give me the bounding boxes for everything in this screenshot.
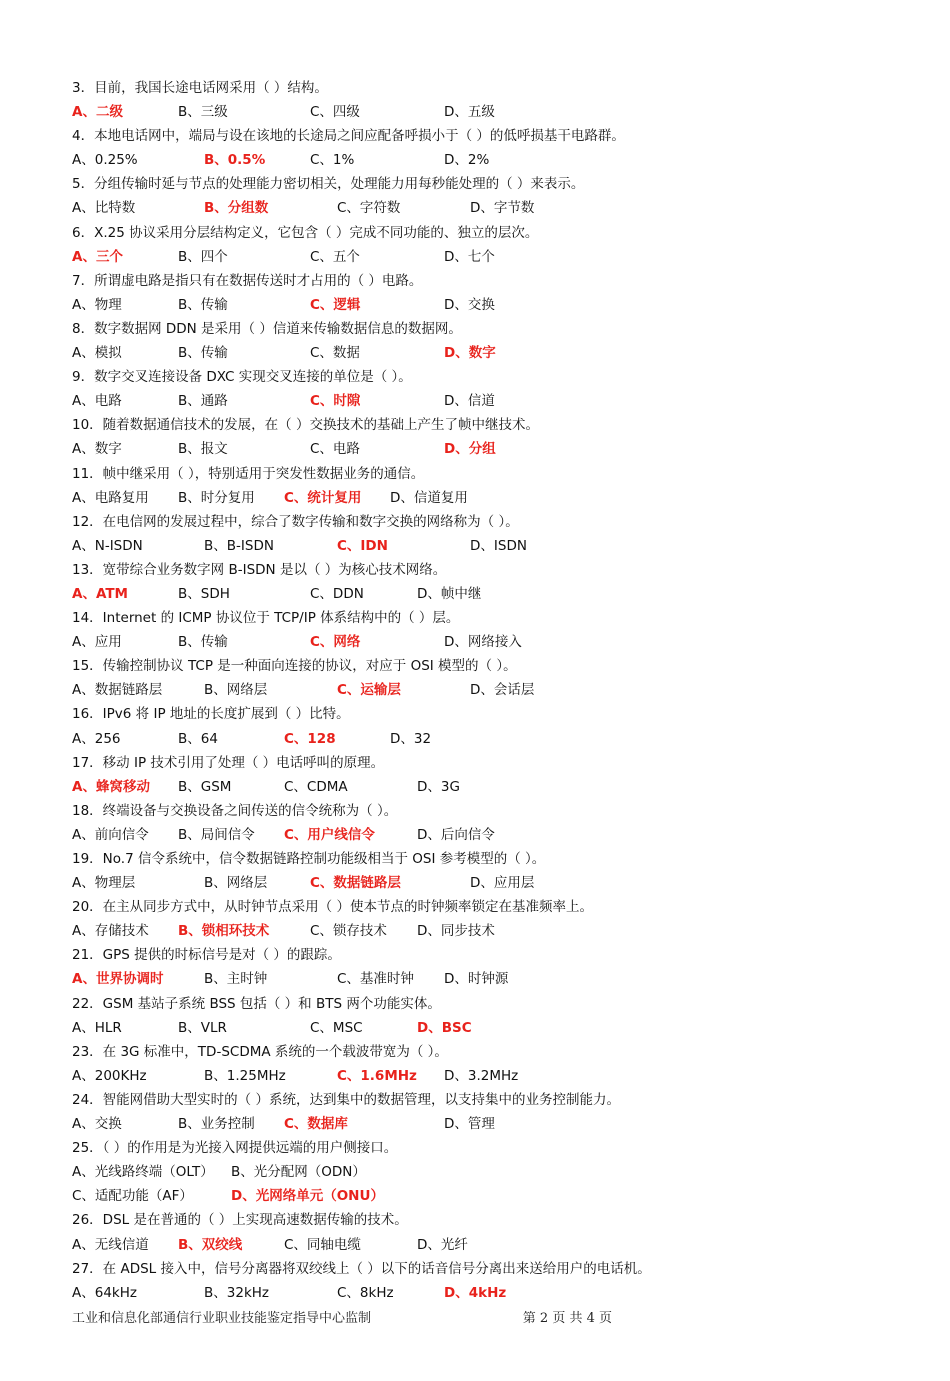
- question-text: 6．X.25 协议采用分层结构定义，它包含（ ）完成不同功能的、独立的层次。: [72, 224, 539, 241]
- answer-option: C、四级: [310, 104, 360, 121]
- answer-options: [72, 341, 892, 365]
- answer-option: C、1%: [310, 152, 355, 169]
- answer-options: [72, 919, 892, 943]
- answer-option: A、比特数: [72, 200, 136, 217]
- question-text: 21．GPS 提供的时标信号是对（ ）的跟踪。: [72, 947, 341, 964]
- answer-options: [72, 727, 892, 751]
- answer-option: B、报文: [178, 441, 228, 458]
- answer-option: A、N-ISDN: [72, 537, 143, 554]
- page-footer: [72, 1309, 612, 1329]
- answer-option: B、时分复用: [178, 489, 255, 506]
- correct-answer-option: C、统计复用: [284, 489, 362, 506]
- correct-answer-option: A、二级: [72, 104, 123, 121]
- correct-answer-option: D、4kHz: [444, 1284, 507, 1301]
- correct-answer-option: A、世界协调时: [72, 971, 164, 988]
- answer-option: C、CDMA: [284, 778, 348, 795]
- answer-options: [72, 1233, 892, 1257]
- answer-option: B、VLR: [178, 1019, 227, 1036]
- answer-option: A、物理: [72, 296, 122, 313]
- answer-option: B、光分配网（ODN）: [231, 1164, 366, 1181]
- answer-option: B、四个: [178, 248, 228, 265]
- correct-answer-option: C、逻辑: [310, 296, 361, 313]
- answer-option: D、ISDN: [470, 537, 527, 554]
- question-text: 15．传输控制协议 TCP 是一种面向连接的协议，对应于 OSI 模型的（ ）。: [72, 658, 517, 675]
- question-text: 18．终端设备与交换设备之间传送的信令统称为（ ）。: [72, 802, 398, 819]
- answer-option: A、0.25%: [72, 152, 138, 169]
- answer-option: C、适配功能（AF）: [72, 1188, 193, 1205]
- question-text: 10．随着数据通信技术的发展，在（ ）交换技术的基础上产生了帧中继技术。: [72, 417, 539, 434]
- correct-answer-option: D、分组: [444, 441, 496, 458]
- question-text: 22．GSM 基站子系统 BSS 包括（ ）和 BTS 两个功能实体。: [72, 995, 441, 1012]
- question-text: 9．数字交叉连接设备 DXC 实现交叉连接的单位是（ ）。: [72, 369, 412, 386]
- answer-option: A、交换: [72, 1116, 122, 1133]
- answer-option: B、主时钟: [204, 971, 268, 988]
- answer-options: [72, 245, 892, 269]
- question-text: 7．所谓虚电路是指只有在数据传送时才占用的（ ）电路。: [72, 272, 423, 289]
- correct-answer-option: C、数据链路层: [310, 875, 401, 892]
- question-text: 16．IPv6 将 IP 地址的长度扩展到（ ）比特。: [72, 706, 350, 723]
- answer-option: D、网络接入: [444, 634, 522, 651]
- question-text: 4．本地电话网中，端局与设在该地的长途局之间应配备呼损小于（ ）的低呼损基干电路群。: [72, 128, 625, 145]
- answer-option: D、信道: [444, 393, 495, 410]
- answer-options: [72, 293, 892, 317]
- correct-answer-option: B、0.5%: [204, 152, 266, 169]
- answer-option: A、256: [72, 730, 121, 747]
- answer-option: B、通路: [178, 393, 228, 410]
- question-text: 24．智能网借助大型实时的（ ）系统，达到集中的数据管理，以支持集中的业务控制能力。: [72, 1091, 620, 1108]
- correct-answer-option: C、128: [284, 730, 336, 747]
- answer-option: D、管理: [444, 1116, 495, 1133]
- answer-option: A、HLR: [72, 1019, 122, 1036]
- correct-answer-option: B、分组数: [204, 200, 269, 217]
- answer-option: B、局间信令: [178, 826, 255, 843]
- correct-answer-option: C、用户线信令: [284, 826, 375, 843]
- question-text: 12．在电信网的发展过程中，综合了数字传输和数字交换的网络称为（ ）。: [72, 513, 519, 530]
- question-text: 14．Internet 的 ICMP 协议位于 TCP/IP 体系结构中的（ ）层。: [72, 610, 460, 627]
- answer-options: [72, 678, 892, 702]
- answer-options: [72, 775, 892, 799]
- question-text: 25．（ ）的作用是为光接入网提供远端的用户侧接口。: [72, 1140, 398, 1157]
- correct-answer-option: D、BSC: [417, 1019, 472, 1036]
- answer-option: D、后向信令: [417, 826, 495, 843]
- correct-answer-option: A、蜂窝移动: [72, 778, 150, 795]
- answer-option: A、无线信道: [72, 1236, 149, 1253]
- answer-option: B、传输: [178, 296, 228, 313]
- answer-option: C、数据: [310, 345, 360, 362]
- answer-option: D、32: [390, 730, 432, 747]
- answer-option: C、锁存技术: [310, 923, 387, 940]
- answer-options: [72, 823, 892, 847]
- question-text: 5．分组传输时延与节点的处理能力密切相关，处理能力用每秒能处理的（ ）来表示。: [72, 176, 585, 193]
- answer-option: B、64: [178, 730, 218, 747]
- answer-option: D、帧中继: [417, 585, 482, 602]
- answer-option: A、前向信令: [72, 826, 149, 843]
- answer-options: [72, 100, 892, 124]
- answer-option: D、3.2MHz: [444, 1067, 519, 1084]
- answer-option: C、DDN: [310, 585, 364, 602]
- correct-answer-option: C、时隙: [310, 393, 361, 410]
- answer-option: C、基准时钟: [337, 971, 414, 988]
- answer-options: [72, 437, 892, 461]
- answer-option: D、2%: [444, 152, 490, 169]
- correct-answer-option: A、三个: [72, 248, 123, 265]
- correct-answer-option: D、数字: [444, 345, 496, 362]
- answer-option: A、64kHz: [72, 1284, 137, 1301]
- answer-options: [72, 196, 892, 220]
- answer-option: B、1.25MHz: [204, 1067, 286, 1084]
- question-text: 26．DSL 是在普通的（ ）上实现高速数据传输的技术。: [72, 1212, 408, 1229]
- answer-option: B、SDH: [178, 585, 230, 602]
- answer-option: B、网络层: [204, 875, 268, 892]
- question-text: 13．宽带综合业务数字网 B-ISDN 是以（ ）为核心技术网络。: [72, 561, 447, 578]
- answer-options: [72, 967, 892, 991]
- correct-answer-option: D、光网络单元（ONU）: [231, 1188, 384, 1205]
- answer-option: B、GSM: [178, 778, 232, 795]
- question-text: 20．在主从同步方式中，从时钟节点采用（ ）使本节点的时钟频率锁定在基准频率上。: [72, 899, 593, 916]
- correct-answer-option: C、运输层: [337, 682, 401, 699]
- question-text: 27．在 ADSL 接入中，信号分离器将双绞线上（ ）以下的话音信号分离出来送给用户的电话机。: [72, 1260, 651, 1277]
- answer-option: C、字符数: [337, 200, 401, 217]
- answer-option: B、B-ISDN: [204, 537, 274, 554]
- question-text: 17．移动 IP 技术引用了处理（ ）电话呼叫的原理。: [72, 754, 385, 771]
- answer-options: [72, 1160, 892, 1184]
- answer-option: B、三级: [178, 104, 228, 121]
- answer-option: A、存储技术: [72, 923, 149, 940]
- answer-option: C、MSC: [310, 1019, 363, 1036]
- answer-option: A、200KHz: [72, 1067, 147, 1084]
- answer-option: A、光线路终端（OLT）: [72, 1164, 214, 1181]
- answer-options: [72, 534, 892, 558]
- answer-option: B、传输: [178, 634, 228, 651]
- answer-option: A、电路复用: [72, 489, 149, 506]
- answer-option: D、信道复用: [390, 489, 468, 506]
- answer-option: B、传输: [178, 345, 228, 362]
- answer-option: D、应用层: [470, 875, 535, 892]
- correct-answer-option: C、IDN: [337, 537, 388, 554]
- answer-option: D、同步技术: [417, 923, 495, 940]
- answer-option: A、电路: [72, 393, 122, 410]
- answer-option: D、五级: [444, 104, 495, 121]
- answer-option: B、业务控制: [178, 1116, 255, 1133]
- answer-option: D、字节数: [470, 200, 535, 217]
- answer-option: B、32kHz: [204, 1284, 269, 1301]
- answer-options: [72, 389, 892, 413]
- answer-options: [72, 1184, 892, 1208]
- answer-option: C、五个: [310, 248, 360, 265]
- answer-options: [72, 148, 892, 172]
- question-text: 3．目前，我国长途电话网采用（ ）结构。: [72, 80, 328, 96]
- answer-option: A、应用: [72, 634, 122, 651]
- answer-options: [72, 1016, 892, 1040]
- answer-option: D、3G: [417, 778, 460, 795]
- correct-answer-option: C、数据库: [284, 1116, 348, 1133]
- answer-option: A、数据链路层: [72, 682, 163, 699]
- answer-options: [72, 582, 892, 606]
- answer-option: C、同轴电缆: [284, 1236, 361, 1253]
- correct-answer-option: C、1.6MHz: [337, 1067, 417, 1084]
- footer-organization: 工业和信息化部通信行业职业技能鉴定指导中心监制: [72, 1311, 372, 1326]
- question-text: 11．帧中继采用（ ），特别适用于突发性数据业务的通信。: [72, 465, 425, 482]
- answer-option: D、光纤: [417, 1236, 468, 1253]
- answer-option: B、网络层: [204, 682, 268, 699]
- question-list: [72, 76, 892, 1305]
- answer-options: [72, 630, 892, 654]
- answer-option: C、电路: [310, 441, 360, 458]
- correct-answer-option: C、网络: [310, 634, 361, 651]
- question-text: 8．数字数据网 DDN 是采用（ ）信道来传输数据信息的数据网。: [72, 320, 462, 337]
- answer-options: [72, 1112, 892, 1136]
- question-text: 23．在 3G 标准中，TD-SCDMA 系统的一个载波带宽为（ ）。: [72, 1043, 448, 1060]
- answer-option: D、交换: [444, 296, 495, 313]
- answer-option: A、数字: [72, 441, 122, 458]
- answer-options: [72, 486, 892, 510]
- answer-option: A、物理层: [72, 875, 136, 892]
- answer-option: D、时钟源: [444, 971, 509, 988]
- answer-option: A、模拟: [72, 345, 122, 362]
- question-text: 19．No.7 信令系统中，信令数据链路控制功能级相当于 OSI 参考模型的（ ）。: [72, 851, 546, 867]
- answer-options: [72, 1064, 892, 1088]
- correct-answer-option: B、双绞线: [178, 1236, 243, 1253]
- answer-options: [72, 1281, 892, 1305]
- correct-answer-option: A、ATM: [72, 585, 128, 602]
- correct-answer-option: B、锁相环技术: [178, 923, 270, 940]
- footer-page-number: 第 2 页 共 4 页: [522, 1311, 612, 1326]
- answer-option: D、七个: [444, 248, 495, 265]
- answer-option: C、8kHz: [337, 1284, 394, 1301]
- answer-option: D、会话层: [470, 682, 535, 699]
- answer-options: [72, 871, 892, 895]
